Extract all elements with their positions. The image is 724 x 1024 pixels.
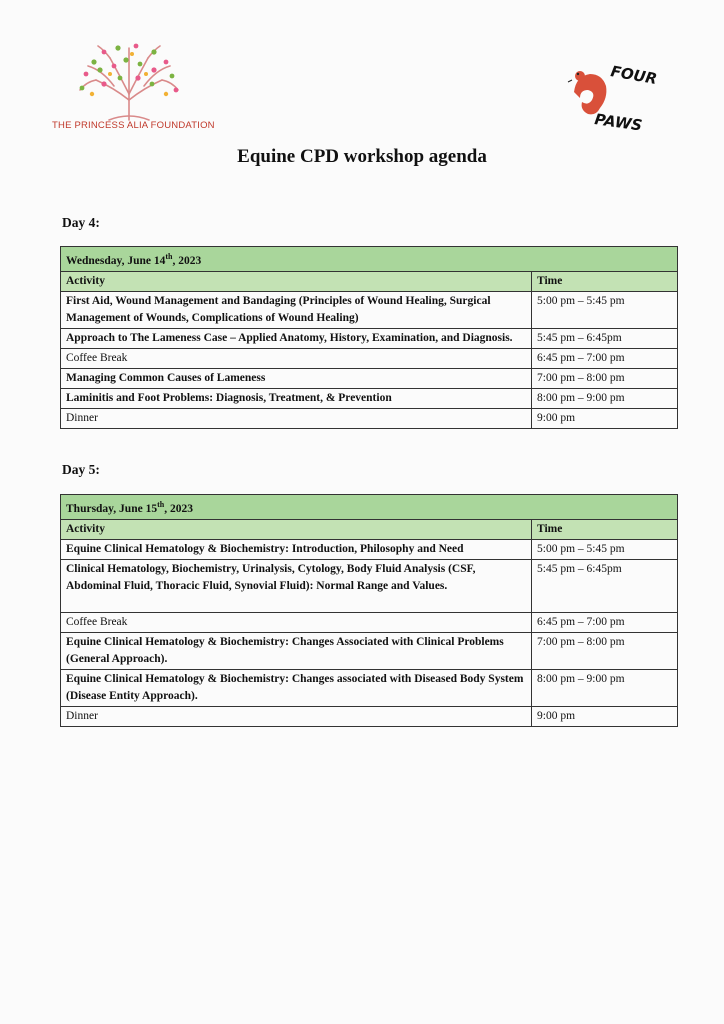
activity-cell: Dinner (61, 408, 532, 428)
table-row (61, 388, 678, 408)
activity-cell: Clinical Hematology, Biochemistry, Urinalysis, Cytology, Body Fluid Analysis (CSF, Abdominal Fluid, Thoracic Fluid, Synovial Fluid): Normal Range and Values. (61, 559, 532, 612)
day-5-agenda-table (60, 494, 678, 727)
four-paws-logo (566, 52, 659, 136)
table-row (61, 706, 678, 726)
table-row (61, 612, 678, 632)
table-header-row (61, 519, 678, 539)
table-row (61, 291, 678, 328)
four-text: FOUR (609, 62, 659, 89)
time-cell: 8:00 pm – 9:00 pm (532, 388, 678, 408)
activity-cell: Approach to The Lameness Case – Applied Anatomy, History, Examination, and Diagnosis. (61, 328, 532, 348)
activity-cell: Equine Clinical Hematology & Biochemistry: Introduction, Philosophy and Need (61, 539, 532, 559)
marten-icon (568, 71, 606, 114)
paws-text: PAWS (593, 110, 644, 135)
time-cell: 9:00 pm (532, 706, 678, 726)
time-cell: 7:00 pm – 8:00 pm (532, 368, 678, 388)
activity-cell: Equine Clinical Hematology & Biochemistry: Changes associated with Diseased Body System (Disease Entity Approach). (61, 669, 532, 706)
activity-cell: Coffee Break (61, 348, 532, 368)
table-row (61, 368, 678, 388)
time-header: Time (532, 519, 678, 539)
table-row (61, 348, 678, 368)
activity-cell: Equine Clinical Hematology & Biochemistry: Changes Associated with Clinical Problems (General Approach). (61, 632, 532, 669)
table-date-row (61, 495, 678, 520)
activity-cell: Dinner (61, 706, 532, 726)
time-cell: 8:00 pm – 9:00 pm (532, 669, 678, 706)
table-row (61, 559, 678, 612)
table-header-row (61, 271, 678, 291)
activity-cell: First Aid, Wound Management and Bandaging (Principles of Wound Healing, Surgical Management of Wounds, Complications of Wound Healing) (61, 291, 532, 328)
table-row (61, 669, 678, 706)
time-cell: 5:45 pm – 6:45pm (532, 559, 678, 612)
four-paws-emblem (566, 52, 659, 136)
table-row (61, 328, 678, 348)
time-header: Time (532, 271, 678, 291)
time-cell: 5:00 pm – 5:45 pm (532, 291, 678, 328)
time-cell: 5:00 pm – 5:45 pm (532, 539, 678, 559)
princess-alia-foundation-logo (52, 40, 215, 138)
time-cell: 6:45 pm – 7:00 pm (532, 348, 678, 368)
foundation-name: THE PRINCESS ALIA FOUNDATION (52, 120, 215, 131)
time-cell: 5:45 pm – 6:45pm (532, 328, 678, 348)
time-cell: 7:00 pm – 8:00 pm (532, 632, 678, 669)
activity-cell: Laminitis and Foot Problems: Diagnosis, Treatment, & Prevention (61, 388, 532, 408)
table-date-row (61, 247, 678, 272)
activity-cell: Coffee Break (61, 612, 532, 632)
activity-header: Activity (61, 519, 532, 539)
day-4-label: Day 4: (62, 215, 100, 230)
table-row (61, 408, 678, 428)
page-title: Equine CPD workshop agenda (237, 146, 487, 167)
table-row (61, 632, 678, 669)
day-5-label: Day 5: (62, 462, 100, 477)
activity-header: Activity (61, 271, 532, 291)
time-cell: 6:45 pm – 7:00 pm (532, 612, 678, 632)
date-cell: Wednesday, June 14th, 2023 (61, 247, 678, 272)
activity-cell: Managing Common Causes of Lameness (61, 368, 532, 388)
day-4-agenda-table (60, 246, 678, 429)
tree-icon (74, 40, 184, 122)
date-cell: Thursday, June 15th, 2023 (61, 495, 678, 520)
table-row (61, 539, 678, 559)
time-cell: 9:00 pm (532, 408, 678, 428)
